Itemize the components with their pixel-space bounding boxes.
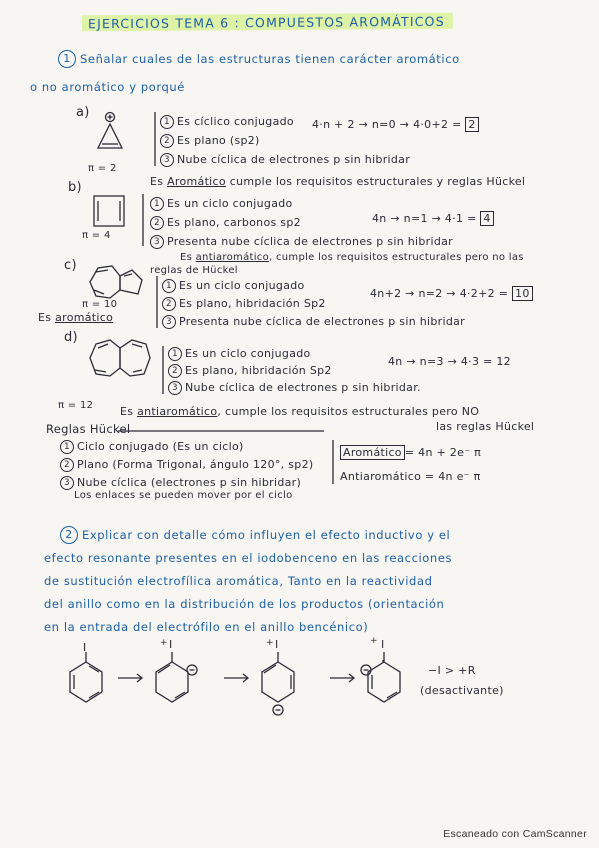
- question-2-line-5: en la entrada del electrófilo en el anillo bencénico): [44, 620, 369, 634]
- item-d-conclusion-line-2: las reglas Hückel: [436, 420, 535, 433]
- iodine-label-1: I: [83, 641, 87, 654]
- antiaromatic-formula: Antiaromático = 4n e⁻ π: [340, 470, 481, 483]
- item-c-criterion-1: 1 Es un ciclo conjugado: [162, 279, 305, 293]
- item-c-criterion-2: 2 Es plano, hibridación Sp2: [162, 297, 326, 311]
- plus-charge-3: +: [266, 638, 274, 648]
- resonance-structure-4: [362, 648, 412, 718]
- resonance-structure-2: [150, 648, 200, 718]
- deactivating-note: (desactivante): [420, 684, 504, 697]
- cyclopropenyl-cation-structure: [92, 108, 132, 160]
- item-a-criterion-2: 2 Es plano (sp2): [160, 134, 260, 148]
- item-a-pi-electrons: π = 2: [88, 163, 117, 174]
- page-title: EJERCICIOS TEMA 6 : COMPUESTOS AROMÁTICOS: [82, 13, 453, 32]
- question-1-number: 1: [58, 50, 76, 68]
- item-c-criterion-3: 3 Presenta nube cíclica de electrones p sin hibridar: [162, 315, 465, 329]
- question-2-line-4: del anillo como en la distribución de los productos (orientación: [44, 597, 445, 611]
- item-d-bracket: [160, 346, 166, 394]
- item-d-criterion-3: 3 Nube cíclica de electrones p sin hibridar.: [168, 381, 421, 395]
- resonance-structure-3: [256, 648, 306, 718]
- question-2-line-3: de sustitución electrofílica aromática, Tanto en la reactividad: [44, 574, 433, 588]
- item-b-pi-electrons: π = 4: [82, 230, 111, 241]
- scanner-watermark: Escaneado con CamScanner: [443, 828, 587, 840]
- item-c-label: c): [64, 258, 77, 273]
- formula-bracket: [330, 440, 336, 484]
- item-d-criterion-1: 1 Es un ciclo conjugado: [168, 347, 311, 361]
- arrow-2: [224, 674, 252, 682]
- arrow-3: [330, 674, 358, 682]
- iodine-label-3: I: [275, 638, 279, 651]
- item-a-bracket: [152, 112, 158, 166]
- azulene-structure: [84, 262, 146, 302]
- plus-charge-2: +: [160, 638, 168, 648]
- item-a-criterion-1: 1 Es cíclico conjugado: [160, 115, 294, 129]
- huckel-rules-title: Reglas Hückel: [46, 422, 131, 436]
- arrow-1: [118, 674, 146, 682]
- bicyclic-annulene-structure: [86, 336, 152, 382]
- item-b-criterion-1: 1 Es un ciclo conjugado: [150, 197, 293, 211]
- item-a-label: a): [76, 105, 90, 120]
- item-a-huckel-calculation: 4·n + 2 → n=0 → 4·0+2 = 2: [312, 118, 479, 131]
- item-c-bracket: [154, 276, 160, 328]
- item-d-huckel-calculation: 4n → n=3 → 4·3 = 12: [388, 355, 511, 368]
- question-1-line-1: 1 Señalar cuales de las estructuras tienen carácter aromático: [58, 50, 460, 68]
- iodine-label-2: I: [169, 638, 173, 651]
- item-a-conclusion: Es Aromático cumple los requisitos estructurales y reglas Hückel: [150, 175, 526, 188]
- plus-charge-4: +: [370, 636, 378, 646]
- question-1-line-2: o no aromático y porqué: [30, 80, 185, 94]
- huckel-rule-1: 1 Ciclo conjugado (Es un ciclo): [60, 440, 244, 454]
- item-c-conclusion: Es aromático: [38, 311, 114, 324]
- aromatic-formula: Aromático = 4n + 2e⁻ π: [340, 446, 481, 459]
- huckel-title-line: [118, 429, 328, 433]
- item-b-bracket: [140, 194, 146, 246]
- iodine-label-4: I: [381, 638, 385, 651]
- cyclobutadiene-structure: [90, 192, 128, 230]
- huckel-rule-3: 3 Nube cíclica (electrones p sin hibridar): [60, 476, 301, 490]
- item-a-criterion-3: 3 Nube cíclica de electrones p sin hibridar: [160, 153, 410, 167]
- item-b-conclusion: Es antiaromático, cumple los requisitos estructurales pero no las: [180, 252, 524, 263]
- item-c-pi-electrons: π = 10: [82, 299, 118, 310]
- effect-comparison: −I > +R: [428, 664, 476, 677]
- question-2-line-2: efecto resonante presentes en el iodobenceno en las reacciones: [44, 551, 453, 565]
- item-d-pi-electrons: π = 12: [58, 400, 94, 411]
- item-d-conclusion: Es antiaromático, cumple los requisitos estructurales pero NO: [120, 405, 480, 418]
- item-d-label: d): [64, 330, 78, 345]
- item-b-conclusion-line-2: reglas de Hückel: [150, 265, 238, 276]
- item-b-huckel-calculation: 4n → n=1 → 4·1 = 4: [372, 212, 494, 225]
- item-d-criterion-2: 2 Es plano, hibridación Sp2: [168, 364, 332, 378]
- item-b-criterion-2: 2 Es plano, carbonos sp2: [150, 216, 301, 230]
- question-2-number: 2: [60, 526, 78, 544]
- huckel-rule-3-note: Los enlaces se pueden mover por el ciclo: [74, 490, 293, 501]
- item-c-huckel-calculation: 4n+2 → n=2 → 4·2+2 = 10: [370, 287, 533, 300]
- item-b-criterion-3: 3 Presenta nube cíclica de electrones p sin hibridar: [150, 235, 453, 249]
- huckel-rule-2: 2 Plano (Forma Trigonal, ángulo 120°, sp2): [60, 458, 313, 472]
- iodobenzene-structure: [64, 648, 114, 718]
- item-b-label: b): [68, 180, 82, 195]
- question-2-line-1: 2 Explicar con detalle cómo influyen el efecto inductivo y el: [60, 526, 450, 544]
